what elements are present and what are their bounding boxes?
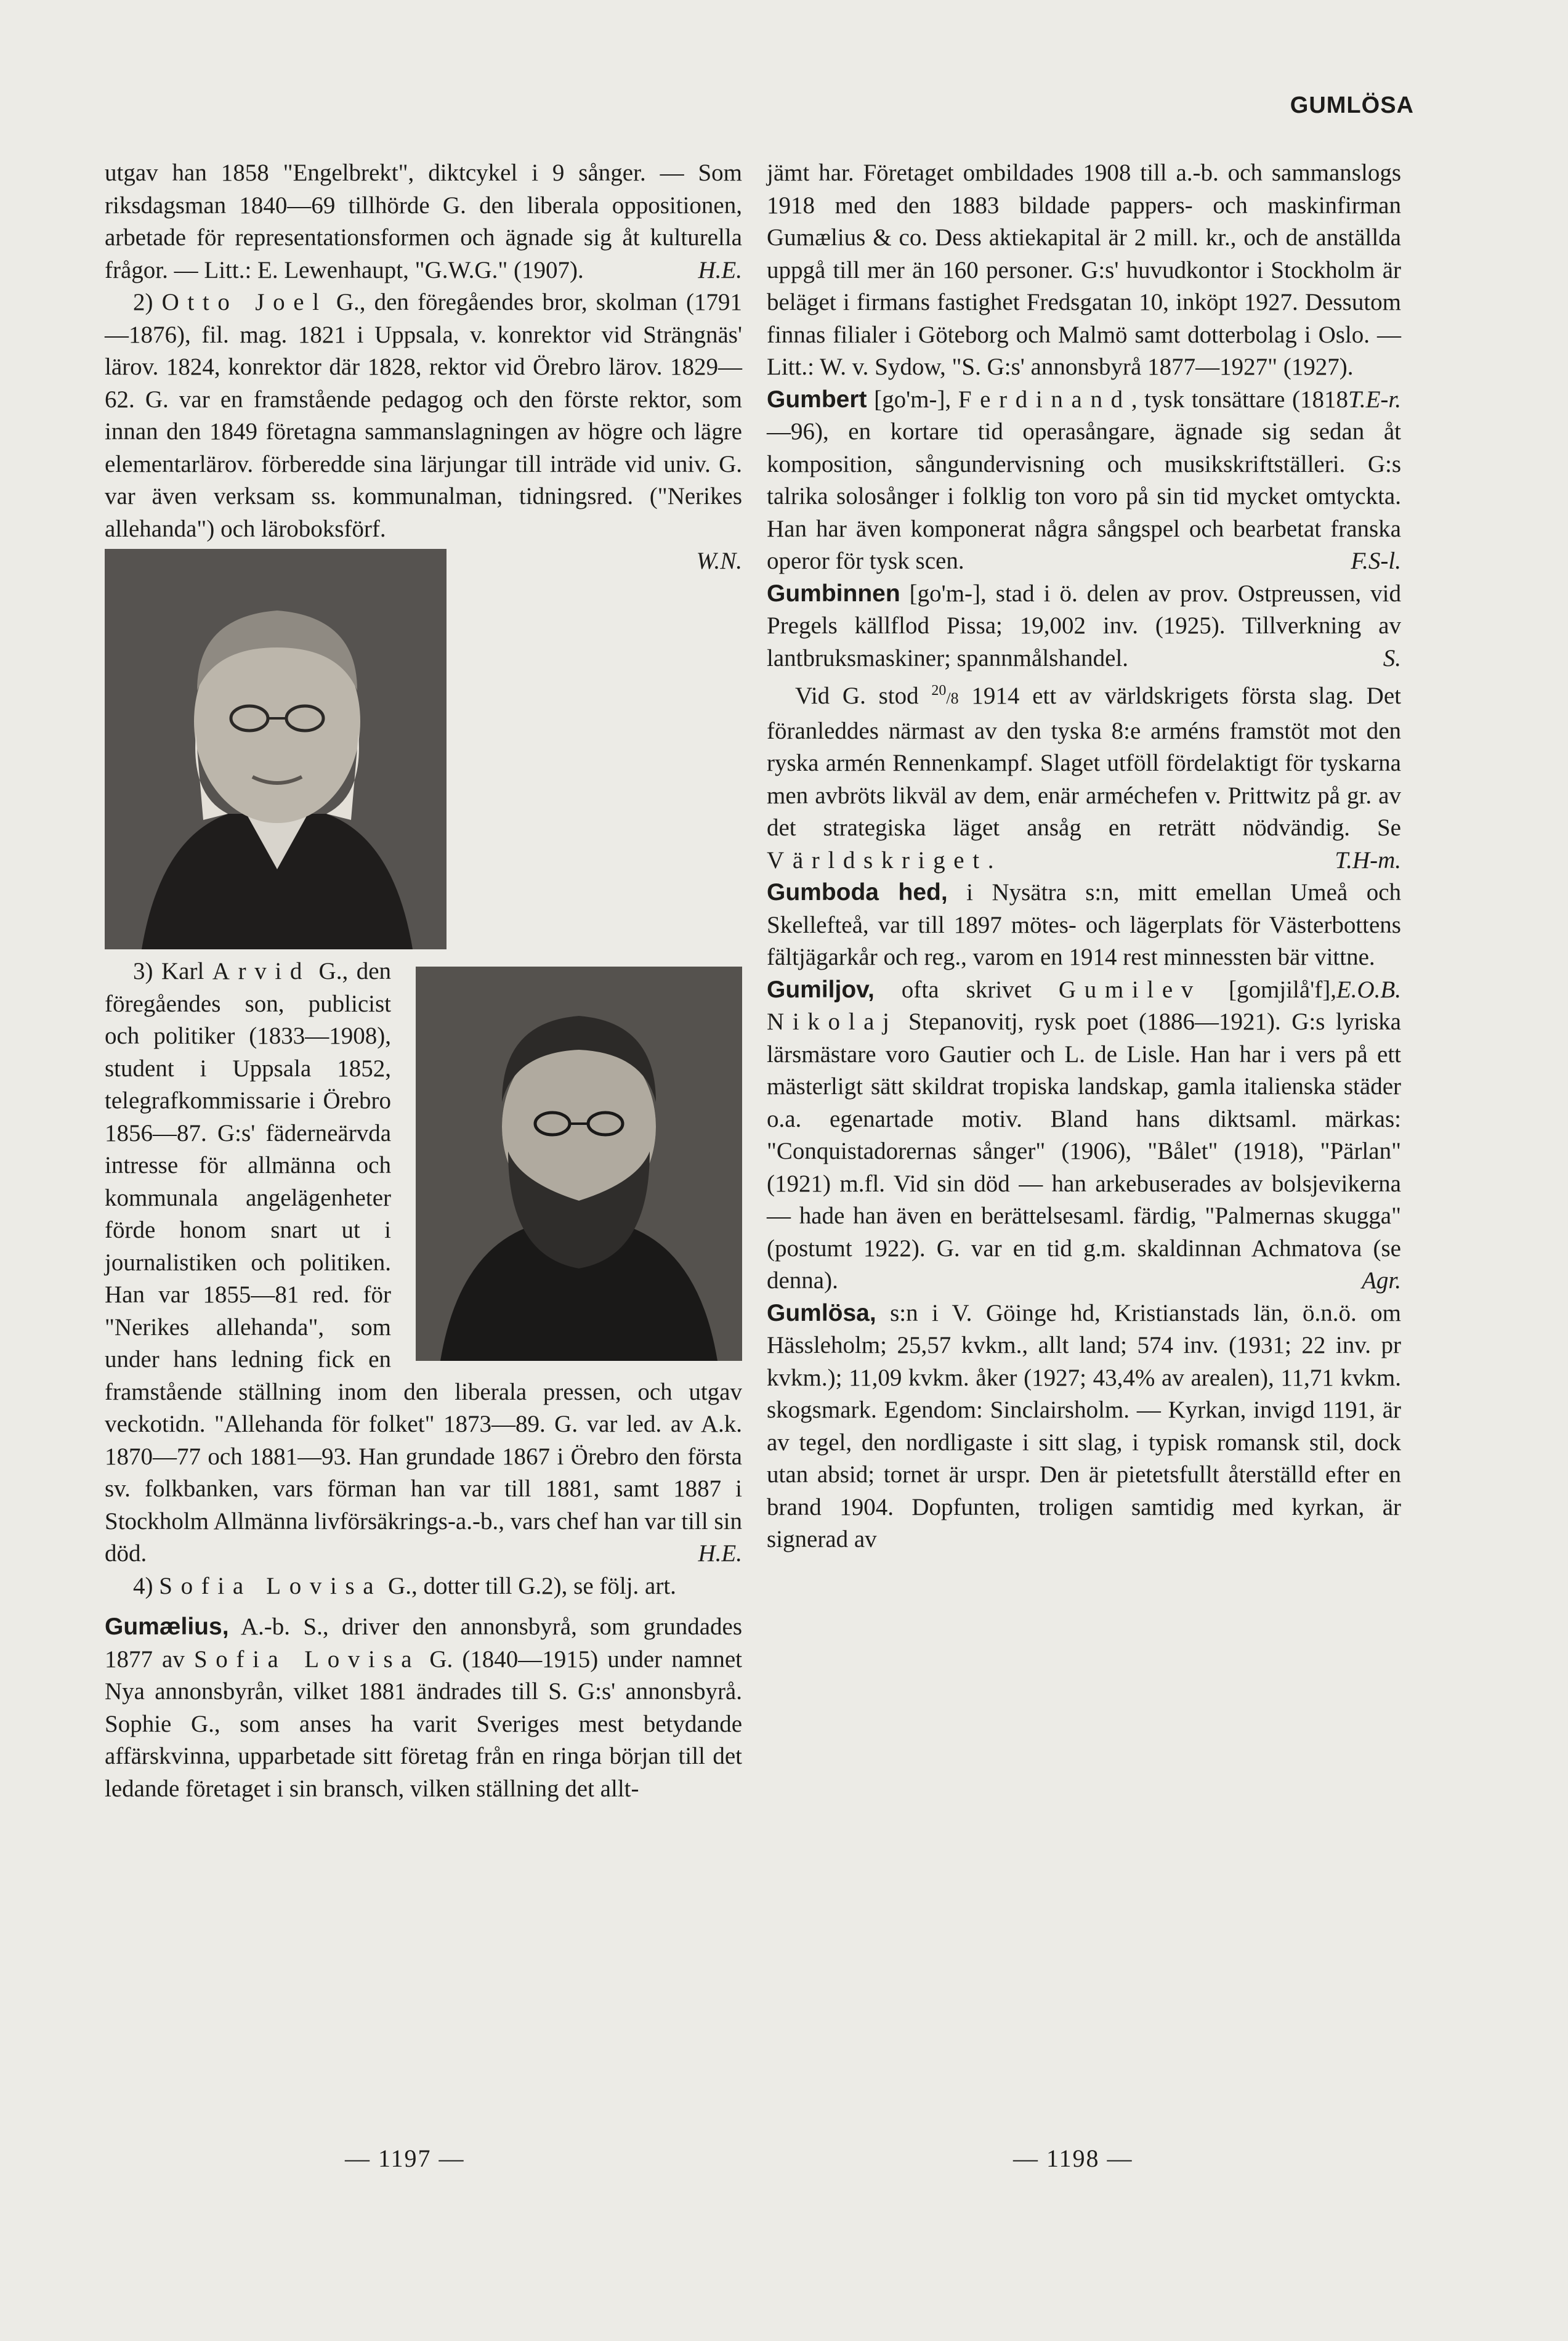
person-name: Otto Joel bbox=[161, 289, 328, 315]
entry-gumlosa bbox=[767, 1297, 1401, 1556]
entry-text: G., dotter till G.2), se följ. art. bbox=[382, 1572, 676, 1599]
author-signature: F.S-l. bbox=[1351, 548, 1401, 574]
person-name: Arvid bbox=[212, 958, 311, 984]
author-signature: T.E-r. bbox=[1348, 386, 1401, 413]
person-name: Sofia Lovisa bbox=[193, 1645, 421, 1673]
entry-text: Vid G. stod bbox=[795, 683, 932, 709]
date-month: /8 bbox=[946, 689, 959, 707]
entry-karl-arvid bbox=[105, 955, 742, 1570]
entry-text: i Nysätra s:n, mitt emellan Umeå och Skellefteå, var till 1897 mötes- och lägerplats för Västerbottens fältjägarkår och reg., varom en 1914 rest minnessten bär vittne. bbox=[767, 879, 1402, 970]
entry-continuation bbox=[105, 157, 742, 286]
running-head: GUMLÖSA bbox=[1290, 92, 1414, 118]
alt-spelling: Gumilev bbox=[1058, 976, 1202, 1003]
cross-reference: Världskriget bbox=[767, 846, 988, 874]
entry-text: 1914 ett av världskrigets första slag. Det föranleddes närmast av den tyska 8:e arméns framstöt mot den ryska armén Rennenkampf. Slaget utföll fördelaktigt för tyskarna men avbröts likväl av dem, enär arméchefen v. Prittwitz på gr. av det strategiska läget ansåg en reträtt nödvändig. Se bbox=[767, 683, 1401, 841]
entry-text-end: . bbox=[987, 846, 994, 874]
person-name: Ferdinand bbox=[958, 386, 1131, 413]
headword: Gumbinnen bbox=[767, 580, 900, 607]
entry-number: 3) Karl bbox=[133, 958, 204, 984]
portrait-karl-arvid bbox=[416, 967, 742, 1361]
entry-text: G. (1840—1915) under namnet Nya annonsbyrån, vilket 1881 ändrades till S. G:s' annonsbyrå. Sophie G., som anses ha varit Sveriges mest betydande affärskvinna, upparbetade sitt företag från en ringa början till det ledande företaget i sin bransch, vilken ställning det allt- bbox=[105, 1645, 742, 1802]
portrait-illustration bbox=[105, 549, 447, 949]
entry-text: s:n i V. Göinge hd, Kristianstads län, ö.n.ö. om Hässleholm; 25,57 kvkm., allt land; 574 inv. (1931; 22 inv. pr kvkm.); 11,09 kvkm. åker (1927; 43,4% av arealen), 11,71 kvkm. skogsmark. Egendom: Sinclairsholm. — Kyrkan, invigd 1191, är av tegel, den nordligaste i sitt slag, i typisk romansk stil, dock utan absid; tornet är urspr. Den är pietetsfullt återställd efter en brand 1904. Dopfunten, troligen samtidig med kyrkan, är signerad av bbox=[767, 1299, 1401, 1552]
author-signature: H.E. bbox=[698, 1540, 742, 1567]
entry-gumaelius bbox=[105, 1611, 742, 1805]
headword: Gumælius, bbox=[105, 1613, 229, 1640]
author-signature: E.O.B. bbox=[1336, 976, 1401, 1003]
entry-gumiljov bbox=[767, 974, 1401, 1297]
entry-text: G., den föregåendes son, publicist och politiker (1833—1908), student i Uppsala 1852, telegrafkommissarie i Örebro 1856—87. G:s' fäderneärvda intresse för allmänna och kommunala angelägenheter förde honom snart ut i journalistiken och politiken. Han var 1855—81 red. för "Nerikes allehanda", som under hans ledning fick en framstående ställning inom den liberala pressen, och utgav veckotidn. "Allehanda för folket" 1873—89. G. var led. av A.k. 1870—77 och 1881—93. Han grundade 1867 i Örebro den första sv. folkbanken, vars förman han var till 1881, samt 1887 i Stockholm Allmänna livförsäkrings-a.-b., vars chef han var till sin död. bbox=[105, 958, 742, 1567]
pronunciation: [gomjilå'f], bbox=[1201, 976, 1336, 1003]
person-name: Nikolaj bbox=[767, 1008, 898, 1035]
entry-sofia-lovisa bbox=[105, 1570, 742, 1603]
right-column bbox=[767, 157, 1401, 1556]
headword: Gumboda hed, bbox=[767, 879, 948, 906]
author-signature: W.N. bbox=[696, 548, 742, 574]
entry-text: G., den föregåendes bror, skolman (1791—1876), fil. mag. 1821 i Uppsala, v. konrektor vid Strängnäs' lärov. 1824, konrektor där 1828, rektor vid Örebro lärov. 1829—62. G. var en framstående pedagog och den förste rektor, som innan den 1849 företagna sammanslagningen av högre och lägre elementarlärov. förberedde sina lärjungar till inträde vid univ. G. var även verksam ss. kommunalman, tidningsred. ("Nerikes allehanda") och läroboksförf. bbox=[105, 289, 742, 542]
entry-text: [go'm-], stad i ö. delen av prov. Ostpreussen, vid Pregels källflod Pissa; 19,002 inv. (1925). Tillverkning av lantbruksmaskiner; spannmålshandel. bbox=[767, 580, 1401, 671]
entry-number: 2) bbox=[133, 289, 153, 315]
entry-gumbinnen bbox=[767, 578, 1401, 675]
person-name: Sofia Lovisa bbox=[159, 1572, 382, 1599]
page-number-right: — 1198 — bbox=[1013, 2144, 1133, 2172]
author-signature: Agr. bbox=[1362, 1267, 1401, 1294]
page-number-left: — 1197 — bbox=[345, 2144, 465, 2172]
entry-text: Stepanovitj, rysk poet (1886—1921). G:s lyriska lärsmästare voro Gautier och L. de Lisle. Han har i vers på ett mästerligt sätt skildrat tropiska landskap, gamla italienska städer o.a. egenartade motiv. Bland hans diktsaml. märkas: "Conquistadorernas sånger" (1906), "Bålet" (1918), "Pärlan" (1921) m.fl. Vid sin död — han arkebuserades av bolsjevikerna — hade han även en berättelsesaml. färdig, "Palmernas skugga" (postumt 1922). G. var en tid g.m. skaldinnan Achmatova (se denna). bbox=[767, 1008, 1401, 1294]
author-signature: H.E. bbox=[698, 256, 742, 283]
pronunciation: [go'm-], bbox=[867, 386, 958, 413]
date-day: 20 bbox=[931, 683, 947, 699]
entry-otto-joel bbox=[105, 286, 742, 545]
entry-gumbert bbox=[767, 384, 1401, 578]
headword: Gumlösa, bbox=[767, 1299, 876, 1326]
entry-gumbinnen-battle bbox=[767, 675, 1401, 877]
author-signature: S. bbox=[1383, 644, 1401, 671]
author-signature: T.H-m. bbox=[1335, 846, 1401, 874]
entry-text: ofta skrivet bbox=[874, 976, 1059, 1003]
continuation-text: utgav han 1858 "Engelbrekt", diktcykel i 9 sånger. — Som riksdagsman 1840—69 tillhörde G. den liberala oppositionen, arbetade för representationsformen och ägnade sig åt kulturella frågor. — Litt.: E. Lewenhaupt, "G.W.G." (1907). bbox=[105, 160, 742, 283]
headword: Gumiljov, bbox=[767, 976, 875, 1003]
continuation-text: jämt har. Företaget ombildades 1908 till a.-b. och sammanslogs 1918 med den 1883 bildade pappers- och maskinfirman Gumælius & co. Dess aktiekapital är 2 mill. kr., och de anställda uppgå till mer än 160 personer. G:s' huvudkontor i Stockholm är beläget i firmans fastighet Fredsgatan 10, inköpt 1927. Dessutom finnas filialer i Göteborg och Malmö samt dotterbolag i Oslo. — Litt.: W. v. Sydow, "S. G:s' annonsbyrå 1877—1927" (1927). bbox=[767, 160, 1401, 380]
left-column bbox=[105, 157, 742, 1805]
portrait-otto-joel bbox=[105, 549, 447, 949]
portrait-illustration bbox=[416, 967, 742, 1361]
headword: Gumbert bbox=[767, 386, 867, 413]
entry-text: A.-b. S., driver den annonsbyrå, som grundades 1877 av bbox=[105, 1613, 742, 1673]
entry-number: 4) bbox=[133, 1572, 153, 1599]
entry-text: , tysk tonsättare (1818—96), en kortare tid operasångare, ägnade sig sedan åt komposition, sångundervisning och musikskriftställeri. G:s talrika solosånger i folklig ton voro på sin tid mycket omtyckta. Han har även komponerat några sångspel och bearbetat franska operor för tysk scen. bbox=[767, 386, 1401, 574]
